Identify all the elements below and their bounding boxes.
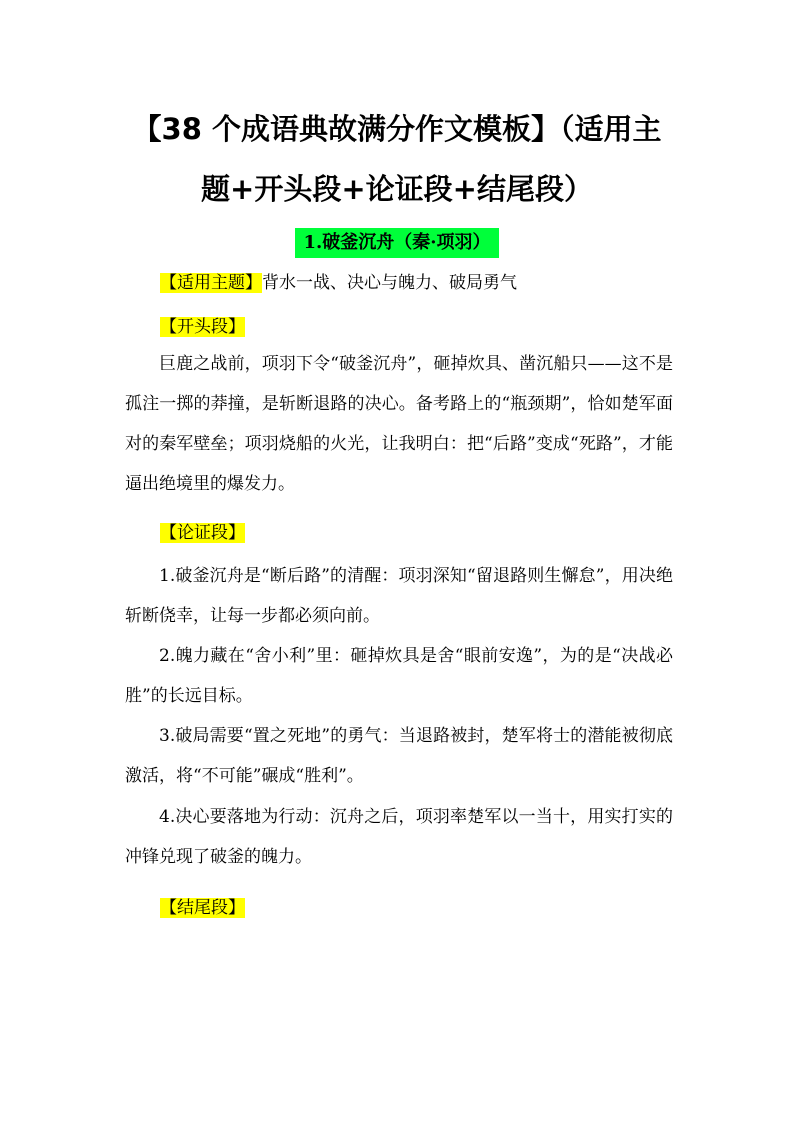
page-title-line-2: 题+开头段+论证段+结尾段） [201, 172, 593, 206]
opening-text: 巨鹿之战前，项羽下令“破釜沉舟”，砸掉炊具、凿沉船只——这不是孤注一掷的莽撞，是斩断退路的决心。备考路上的“瓶颈期”，恰如楚军面对的秦军壁垒；项羽烧船的火光，让我明白：把“后路”变成“死路”，才能逼出绝境里的爆发力。 [125, 354, 673, 494]
theme-label: 【适用主题】 [160, 273, 262, 293]
opening-label: 【开头段】 [160, 317, 245, 337]
argument-label: 【论证段】 [160, 523, 245, 543]
section-title: 1.破釜沉舟（秦·项羽） [295, 228, 498, 258]
section-title-wrap [0, 228, 794, 258]
ending-label: 【结尾段】 [160, 898, 245, 918]
argument-item-3 [125, 716, 673, 796]
argument-item-text: 4.决心要落地为行动：沉舟之后，项羽率楚军以一当十，用实打实的冲锋兑现了破釜的魄力。 [125, 807, 673, 867]
argument-item-1 [125, 556, 673, 636]
argument-item-4 [125, 797, 673, 877]
argument-item-text: 2.魄力藏在“舍小利”里：砸掉炊具是舍“眼前安逸”，为的是“决战必胜”的长远目标。 [125, 646, 673, 706]
theme-text: 背水一战、决心与魄力、破局勇气 [262, 273, 517, 293]
argument-label-line [160, 520, 245, 546]
theme-line [160, 270, 517, 296]
opening-paragraph [125, 344, 673, 504]
page-title-line-1: 【38 个成语典故满分作文模板】（适用主 [132, 112, 662, 146]
opening-label-line [160, 314, 245, 340]
argument-item-text: 3.破局需要“置之死地”的勇气：当退路被封，楚军将士的潜能被彻底激活，将“不可能”碾成“胜利”。 [125, 726, 673, 786]
ending-label-line [160, 895, 245, 921]
argument-item-text: 1.破釜沉舟是“断后路”的清醒：项羽深知“留退路则生懈怠”，用决绝斩断侥幸，让每一步都必须向前。 [125, 566, 673, 626]
argument-item-2 [125, 636, 673, 716]
